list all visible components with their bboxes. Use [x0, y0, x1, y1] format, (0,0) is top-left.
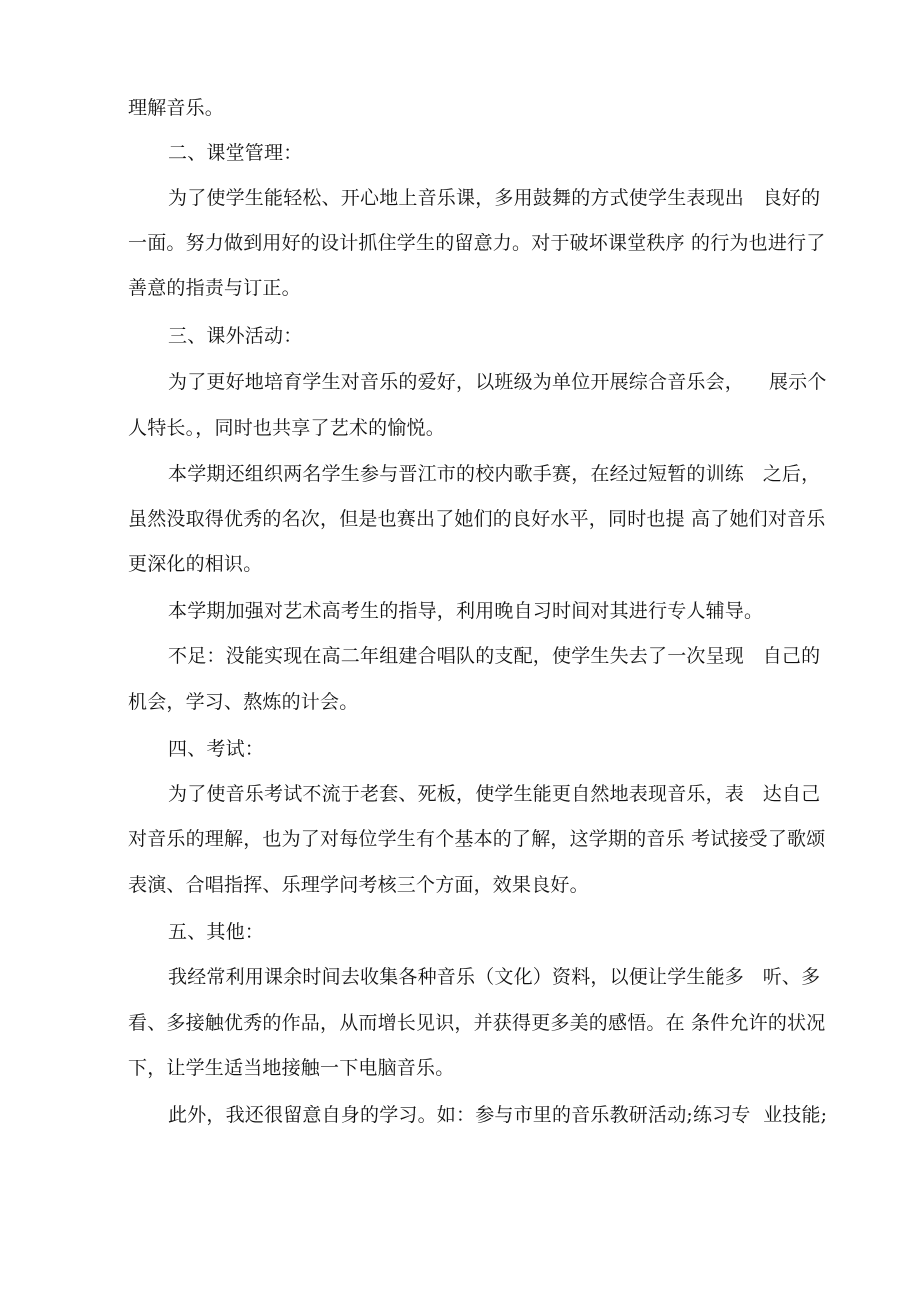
text-line: 理解音乐。 — [128, 97, 225, 119]
text-line: 人特长。，同时也共享了艺术的愉悦。 — [128, 417, 445, 439]
section-heading: 二、课堂管理： — [168, 142, 303, 164]
text-line: 为了使学生能轻松、开心地上音乐课，多用鼓舞的方式使学生表现出 良好的 — [168, 187, 821, 209]
text-line: 本学期加强对艺术高考生的指导，利用晚自习时间对其进行专人辅导。 — [168, 600, 764, 622]
section-heading: 五、其他： — [168, 921, 265, 943]
text-line: 不足：没能实现在高二年组建合唱队的支配，使学生失去了一次呈现 自己的 — [168, 645, 821, 667]
text-line: 看、多接触优秀的作品，从而增长见识，并获得更多美的感悟。在 条件允许的状况 — [128, 1012, 826, 1034]
text-line: 表演、合唱指挥、乐理学问考核三个方面，效果良好。 — [128, 874, 589, 896]
text-line: 为了更好地培育学生对音乐的爱好，以班级为单位开展综合音乐会， 展示个 — [168, 371, 827, 393]
text-line: 下，让学生适当地接触一下电脑音乐。 — [128, 1057, 455, 1079]
text-line: 一面。努力做到用好的设计抓住学生的留意力。对于破坏课堂秩序 的行为也进行了 — [128, 232, 826, 254]
text-line: 机会，学习、熬炼的计会。 — [128, 691, 359, 713]
section-heading: 三、课外活动： — [168, 325, 303, 347]
text-line: 更深化的相识。 — [128, 553, 263, 575]
text-line: 对音乐的理解，也为了对每位学生有个基本的了解，这学期的音乐 考试接受了歌颂 — [128, 828, 826, 850]
text-line: 为了使音乐考试不流于老套、死板，使学生能更自然地表现音乐，表 达自己 — [168, 783, 821, 805]
section-heading: 四、考试： — [168, 738, 265, 760]
text-line: 本学期还组织两名学生参与晋江市的校内歌手赛，在经过短暂的训练 之后， — [168, 463, 821, 485]
text-line: 虽然没取得优秀的名次，但是也赛出了她们的良好水平，同时也提 高了她们对音乐 — [128, 508, 826, 530]
text-line: 善意的指责与订正。 — [128, 277, 301, 299]
text-line: 此外，我还很留意自身的学习。如：参与市里的音乐教研活动;练习专 业技能; — [168, 1104, 828, 1126]
text-line: 我经常利用课余时间去收集各种音乐（文化）资料，以便让学生能多 听、多 — [168, 966, 821, 988]
